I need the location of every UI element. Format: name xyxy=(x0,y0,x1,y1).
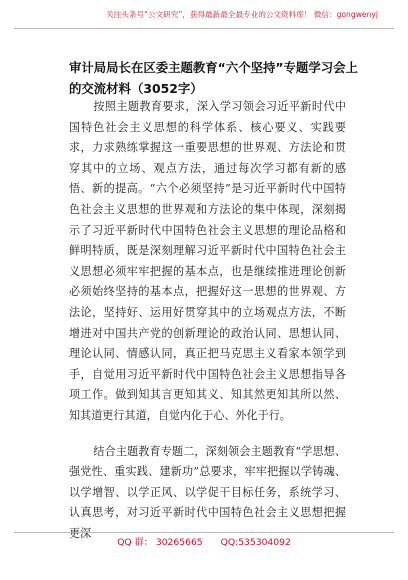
footer-qq: QQ:535304092 xyxy=(220,537,291,548)
footer-divider xyxy=(14,532,394,533)
page-header xyxy=(14,0,394,29)
footer-qq-group: QQ 群： 30265665 xyxy=(117,537,203,548)
document-body xyxy=(69,97,346,544)
header-promo-text: 关注头条号“公文研究”，获得最新最全最专业的公文资料库！ 微信：gongwenyj xyxy=(106,10,378,19)
body-paragraph: 结合主题教育专题二，深刻领会主题教育“学思想、强党性、重实践、建新功”总要求，牢牢把握以学铸魂、以学增智、以学正风、以学促干目标任务，系统学习、认真思考，对习近平新时代中国特色社会主义思想把握更深 xyxy=(69,444,346,540)
document-title: 审计局局长在区委主题教育“六个坚持”专题学习会上的交流材料（3052字） xyxy=(69,60,358,96)
page-footer xyxy=(0,534,408,548)
body-paragraph: 按照主题教育要求，深入学习领会习近平新时代中国特色社会主义思想的科学体系、核心要义、实践要求，力求熟练掌握这一重要思想的世界观、方法论和贯穿其中的立场、观点方法，通过每次学习都有新的感悟、新的提高。“六个必须坚持”是习近平新时代中国特色社会主义思想的世界观和方法论的集中体现，深刻揭示了习近平新时代中国特色社会主义思想的理论品格和鲜明特质，既是深刻理解习近平新时代中国特色社会主义思想必须牢牢把握的基本点，也是继续推进理论创新必须始终坚持的基本点，把握好这一思想的世界观、方法论，坚持好、运用好贯穿其中的立场观点方法，不断增进对中国共产党的创新理论的政治认同、思想认同、理论认同、情感认同，真正把马克思主义看家本领学到手，自觉用习近平新时代中国特色社会主义思想指导各项工作。做到知其言更知其义、知其然更知其所以然、知其道更行其道，自觉内化于心、外化于行。 xyxy=(69,100,346,422)
